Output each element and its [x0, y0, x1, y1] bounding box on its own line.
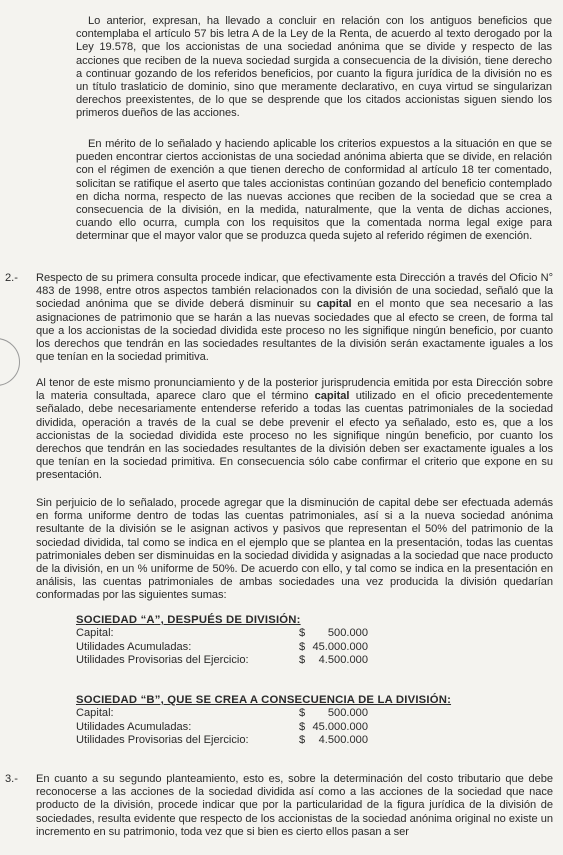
table-b-heading: SOCIEDAD “B”, QUE SE CREA A CONSECUENCIA DE LA DIVISIÓN: — [76, 694, 452, 706]
table-row — [76, 707, 496, 720]
row-currency: $ — [299, 653, 306, 666]
row-amount: 500.000 — [327, 627, 368, 640]
row-amount: 4.500.000 — [318, 733, 368, 746]
section-2-p2-bold-term: capital — [314, 390, 350, 403]
table-row — [76, 721, 496, 734]
row-currency: $ — [299, 640, 306, 653]
row-label: Utilidades Provisorias del Ejercicio: — [76, 653, 249, 666]
row-amount: 500.000 — [327, 707, 368, 720]
table-row — [76, 734, 496, 747]
row-label: Capital: — [76, 707, 114, 720]
section-2-text-a: Respecto de su primera consulta procede indicar, que efectivamente esta Dirección a través del Oficio N° 483 de 1998, entre otros aspectos también relacionados con la división de una sociedad, señaló que la sociedad anónima que se divide deberá disminuir su — [36, 272, 553, 311]
section-number-3: 3.- — [5, 773, 18, 785]
row-currency: $ — [299, 707, 306, 720]
table-row — [76, 654, 456, 667]
row-amount: 4.500.000 — [318, 653, 368, 666]
section-2-text-b: en el monto que sea necesario a las asignaciones de patrimonio que se harán a las nuevas sociedades que al efecto se creen, de forma tal que a los accionistas de la sociedad dividida este proceso no les signifique ningún beneficio, por cuanto los derechos que tendrán en las sociedades resultantes de la división serán exactamente iguales a los que tenían en la sociedad primitiva. — [36, 298, 553, 364]
row-currency: $ — [299, 627, 306, 640]
official-stamp — [0, 338, 20, 386]
table-sociedad-a — [76, 614, 456, 667]
paragraph-1: Lo anterior, expresan, ha llevado a concluir en relación con los antiguos beneficios que contemplaba el artículo 57 bis letra A de la Ley de la Renta, de acuerdo al texto derogado por la Ley 19.578, que los accionistas de una sociedad anónima que se divide y respecto de las acciones que reciben de la nueva sociedad surgida a consecuencia de la división, tiene derecho a continuar gozando de los referidos beneficios, por cuanto la figura jurídica de la división no es un título traslaticio de dominio, sino que meramente declarativo, en cuya virtud se singularizan derechos preexistentes, de lo que se desprende que los citados accionistas siguen siendo los primeros dueños de las acciones. — [76, 15, 552, 120]
row-label: Utilidades Provisorias del Ejercicio: — [76, 733, 249, 746]
row-currency: $ — [299, 720, 306, 733]
section-2-paragraph-3: Sin perjuicio de lo señalado, procede agregar que la disminución de capital debe ser efectuada además en forma uniforme dentro de todas las cuentas patrimoniales, así si a la nueva sociedad anónima resultante de la división se le asignan activos y pasivos que representan el 50% del patrimonio de la sociedad dividida, tal como se indica en el ejemplo que se plantea en la presentación, todas las cuentas patrimoniales deben ser disminuidas en la sociedad dividida y asignadas a la sociedad que nace producto de la división, en un % uniforme de 50%. De acuerdo con ello, y tal como se indica en la presentación en análisis, las cuentas patrimoniales de ambas sociedades una vez producida la división quedarían conformadas por las siguientes sumas: — [36, 497, 553, 602]
section-2-p2-text-a: Al tenor de este mismo pronunciamiento y de la posterior jurisprudencia emitida por esta Dirección sobre la materia consultada, aparece claro que el término — [36, 377, 553, 403]
row-label: Capital: — [76, 627, 114, 640]
table-row — [76, 641, 456, 654]
section-2-p2-text-b: utilizado en el oficio precedentemente señalado, debe necesariamente entenderse referido a todas las cuentas patrimoniales de la sociedad dividida, operación a través de la cual se debe prevenir el efecto ya señalado, esto es, que a los accionistas de la sociedad dividida este proceso no les signifique ningún beneficio, por cuanto los derechos que tendrán en las sociedades resultantes de la división deben ser exactamente iguales a los que tenían en la sociedad primitiva. En consecuencia sólo cabe confirmar el criterio que expone en su presentación. — [36, 390, 553, 482]
section-number-2: 2.- — [5, 272, 18, 284]
section-2-bold-term: capital — [316, 298, 352, 311]
paragraph-2: En mérito de lo señalado y haciendo aplicable los criterios expuestos a la situación en que se pueden encontrar ciertos accionistas de una sociedad anónima abierta que se divide, en relación con el régimen de exención a que tienen derecho de conformidad al artículo 18 ter comentado, solicitan se ratifique el aserto que tales accionistas continúan gozando del beneficio contemplado en dicha norma, respecto de las nuevas acciones que reciben de la sociedad que se crea a consecuencia de la división, en la medida, naturalmente, que la venta de dichas acciones, cuando ello ocurra, cumpla con los requisitos que la comentada norma legal exige para determinar que el mayor valor que se produzca queda sujeto al referido régimen de exención. — [76, 138, 552, 243]
row-label: Utilidades Acumuladas: — [76, 720, 192, 733]
row-currency: $ — [299, 733, 306, 746]
row-label: Utilidades Acumuladas: — [76, 640, 192, 653]
table-sociedad-b — [76, 694, 496, 747]
section-2-paragraph-1 — [36, 272, 553, 364]
table-a-heading: SOCIEDAD “A”, DESPUÉS DE DIVISIÓN: — [76, 614, 301, 626]
section-3-paragraph: En cuanto a su segundo planteamiento, esto es, sobre la determinación del costo tributario que debe reconocerse a las acciones de la sociedad dividida así como a las acciones de la sociedad que nace producto de la división, procede indicar que por la particularidad de la figura jurídica de la división de sociedades, resulta evidente que respecto de los accionistas de la sociedad anónima original no existe un incremento en su patrimonio, toda vez que si bien es cierto ellos pasan a ser — [36, 773, 553, 838]
section-2-paragraph-2 — [36, 377, 553, 483]
table-row — [76, 627, 456, 640]
row-amount: 45.000.000 — [312, 640, 368, 653]
row-amount: 45.000.000 — [312, 720, 368, 733]
